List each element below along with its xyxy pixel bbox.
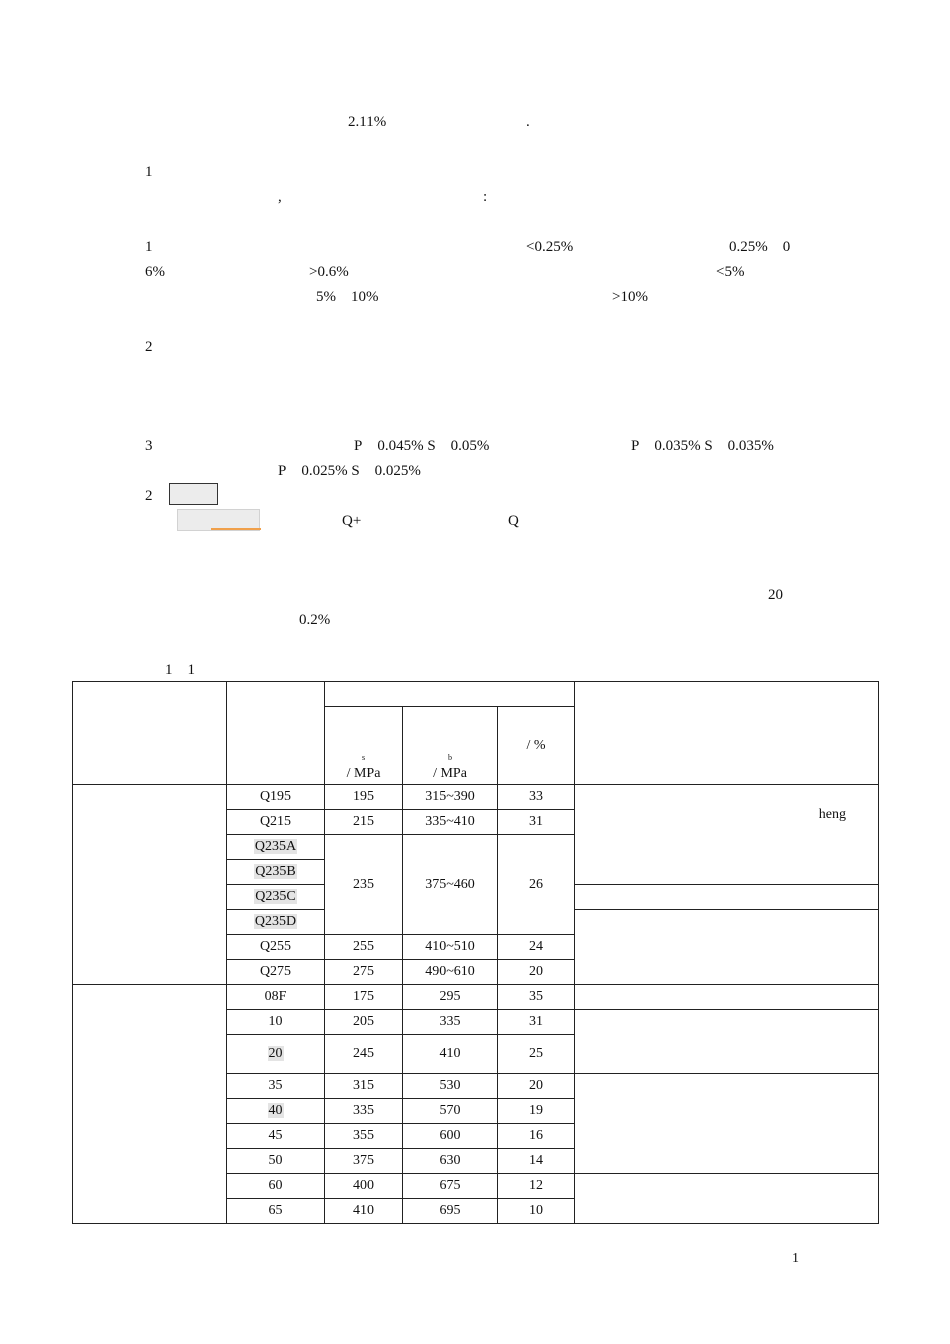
header-grade — [227, 682, 325, 785]
elongation-cell: 35 — [498, 985, 575, 1010]
page-number: 1 — [792, 1251, 799, 1266]
grade-cell: Q275 — [227, 960, 325, 985]
grade-cell: 10 — [227, 1010, 325, 1035]
tensile-cell: 570 — [403, 1099, 498, 1124]
yield-symbol: s — [361, 753, 366, 762]
grade-cell: 35 — [227, 1074, 325, 1099]
section-number-2: 2 — [145, 488, 153, 504]
elongation-cell: 20 — [498, 1074, 575, 1099]
category-carbon-structural — [73, 785, 227, 985]
table-caption: 1 1 — [165, 662, 195, 678]
section-number-1: 1 — [145, 164, 153, 180]
item-number-3: 3 — [145, 438, 153, 454]
tensile-cell: 530 — [403, 1074, 498, 1099]
elongation-cell: 19 — [498, 1099, 575, 1124]
elongation-cell: 26 — [498, 835, 575, 935]
tensile-symbol: b — [448, 753, 452, 762]
elongation-cell: 14 — [498, 1149, 575, 1174]
grade-highlight: Q235B — [255, 864, 296, 879]
tensile-cell: 695 — [403, 1199, 498, 1224]
highlight-box — [169, 483, 218, 505]
grade-highlight: 20 — [268, 1046, 283, 1061]
steel-properties-table — [72, 681, 879, 1224]
tensile-cell: 335~410 — [403, 810, 498, 835]
grade-cell: 65 — [227, 1199, 325, 1224]
yield-cell: 315 — [325, 1074, 403, 1099]
text-q: Q — [508, 513, 519, 529]
tensile-cell: 315~390 — [403, 785, 498, 810]
tensile-cell: 630 — [403, 1149, 498, 1174]
tensile-cell: 410 — [403, 1035, 498, 1074]
grade-cell: 45 — [227, 1124, 325, 1149]
text-high-quality: P 0.035% S 0.035% — [631, 438, 774, 454]
yield-cell: 215 — [325, 810, 403, 835]
remark-cell — [575, 985, 879, 1010]
grade-cell: 50 — [227, 1149, 325, 1174]
remark-text: heng — [818, 807, 847, 822]
yield-cell: 335 — [325, 1099, 403, 1124]
yield-cell: 355 — [325, 1124, 403, 1149]
grade-highlight: Q235D — [254, 914, 297, 929]
grade-cell — [227, 910, 325, 935]
grade-cell — [227, 1099, 325, 1124]
remark-cell — [575, 785, 879, 885]
text-premium-quality: P 0.025% S 0.025% — [278, 463, 421, 479]
tensile-cell: 600 — [403, 1124, 498, 1149]
header-remark — [575, 682, 879, 785]
tensile-cell: 675 — [403, 1174, 498, 1199]
elongation-cell: 31 — [498, 1010, 575, 1035]
tensile-cell: 490~610 — [403, 960, 498, 985]
elongation-cell: 25 — [498, 1035, 575, 1074]
text-high-carbon: >0.6% — [309, 264, 349, 280]
elongation-cell: 24 — [498, 935, 575, 960]
tensile-unit: / MPa — [433, 766, 467, 781]
text-medium-alloy: 5% 10% — [316, 289, 379, 305]
grade-cell: Q195 — [227, 785, 325, 810]
tensile-cell: 375~460 — [403, 835, 498, 935]
grade-cell: 08F — [227, 985, 325, 1010]
tensile-cell: 295 — [403, 985, 498, 1010]
text-medium-carbon: 0.25% 0 — [729, 239, 791, 255]
grade-cell: Q255 — [227, 935, 325, 960]
text-medium-carbon-end: 6% — [145, 264, 165, 280]
yield-cell: 205 — [325, 1010, 403, 1035]
text-low-alloy: <5% — [716, 264, 745, 280]
remark-cell — [575, 910, 879, 985]
item-number-1: 1 — [145, 239, 153, 255]
underline-mark — [211, 528, 261, 530]
text-high-alloy: >10% — [612, 289, 648, 305]
remark-cell — [575, 1074, 879, 1174]
text-low-carbon: <0.25% — [526, 239, 574, 255]
elongation-cell: 31 — [498, 810, 575, 835]
yield-cell: 275 — [325, 960, 403, 985]
header-category — [73, 682, 227, 785]
text-colon: : — [483, 189, 488, 205]
text-ordinary-quality: P 0.045% S 0.05% — [354, 438, 490, 454]
highlight-box-underlined — [177, 509, 260, 531]
yield-cell: 400 — [325, 1174, 403, 1199]
item-number-2: 2 — [145, 339, 153, 355]
text-twenty: 20 — [768, 587, 783, 603]
grade-highlight: Q235A — [254, 839, 297, 854]
text-point-two-pct: 0.2% — [299, 612, 331, 628]
elongation-cell: 33 — [498, 785, 575, 810]
header-tensile-strength — [403, 707, 498, 785]
grade-highlight: 40 — [268, 1103, 283, 1118]
yield-cell: 375 — [325, 1149, 403, 1174]
yield-unit: / MPa — [346, 766, 381, 781]
category-quality-carbon — [73, 985, 227, 1224]
grade-cell — [227, 885, 325, 910]
text-comma: , — [278, 189, 282, 205]
remark-cell — [575, 885, 879, 910]
grade-cell — [227, 835, 325, 860]
grade-cell — [227, 860, 325, 885]
elongation-cell: 12 — [498, 1174, 575, 1199]
text-q-plus: Q+ — [342, 513, 362, 529]
header-mechanical — [325, 682, 575, 707]
remark-cell — [575, 1010, 879, 1074]
yield-cell: 235 — [325, 835, 403, 935]
remark-cell — [575, 1174, 879, 1224]
text-carbon-limit: 2.11% — [348, 114, 387, 130]
tensile-cell: 335 — [403, 1010, 498, 1035]
elongation-cell: 16 — [498, 1124, 575, 1149]
yield-cell: 195 — [325, 785, 403, 810]
grade-cell: Q215 — [227, 810, 325, 835]
grade-highlight: Q235C — [255, 889, 296, 904]
header-yield-strength — [325, 707, 403, 785]
text-period: . — [526, 114, 530, 130]
yield-cell: 175 — [325, 985, 403, 1010]
elongation-cell: 10 — [498, 1199, 575, 1224]
yield-cell: 410 — [325, 1199, 403, 1224]
yield-cell: 245 — [325, 1035, 403, 1074]
header-elongation: / % — [498, 707, 575, 785]
grade-cell: 60 — [227, 1174, 325, 1199]
yield-cell: 255 — [325, 935, 403, 960]
tensile-cell: 410~510 — [403, 935, 498, 960]
grade-cell — [227, 1035, 325, 1074]
elongation-cell: 20 — [498, 960, 575, 985]
